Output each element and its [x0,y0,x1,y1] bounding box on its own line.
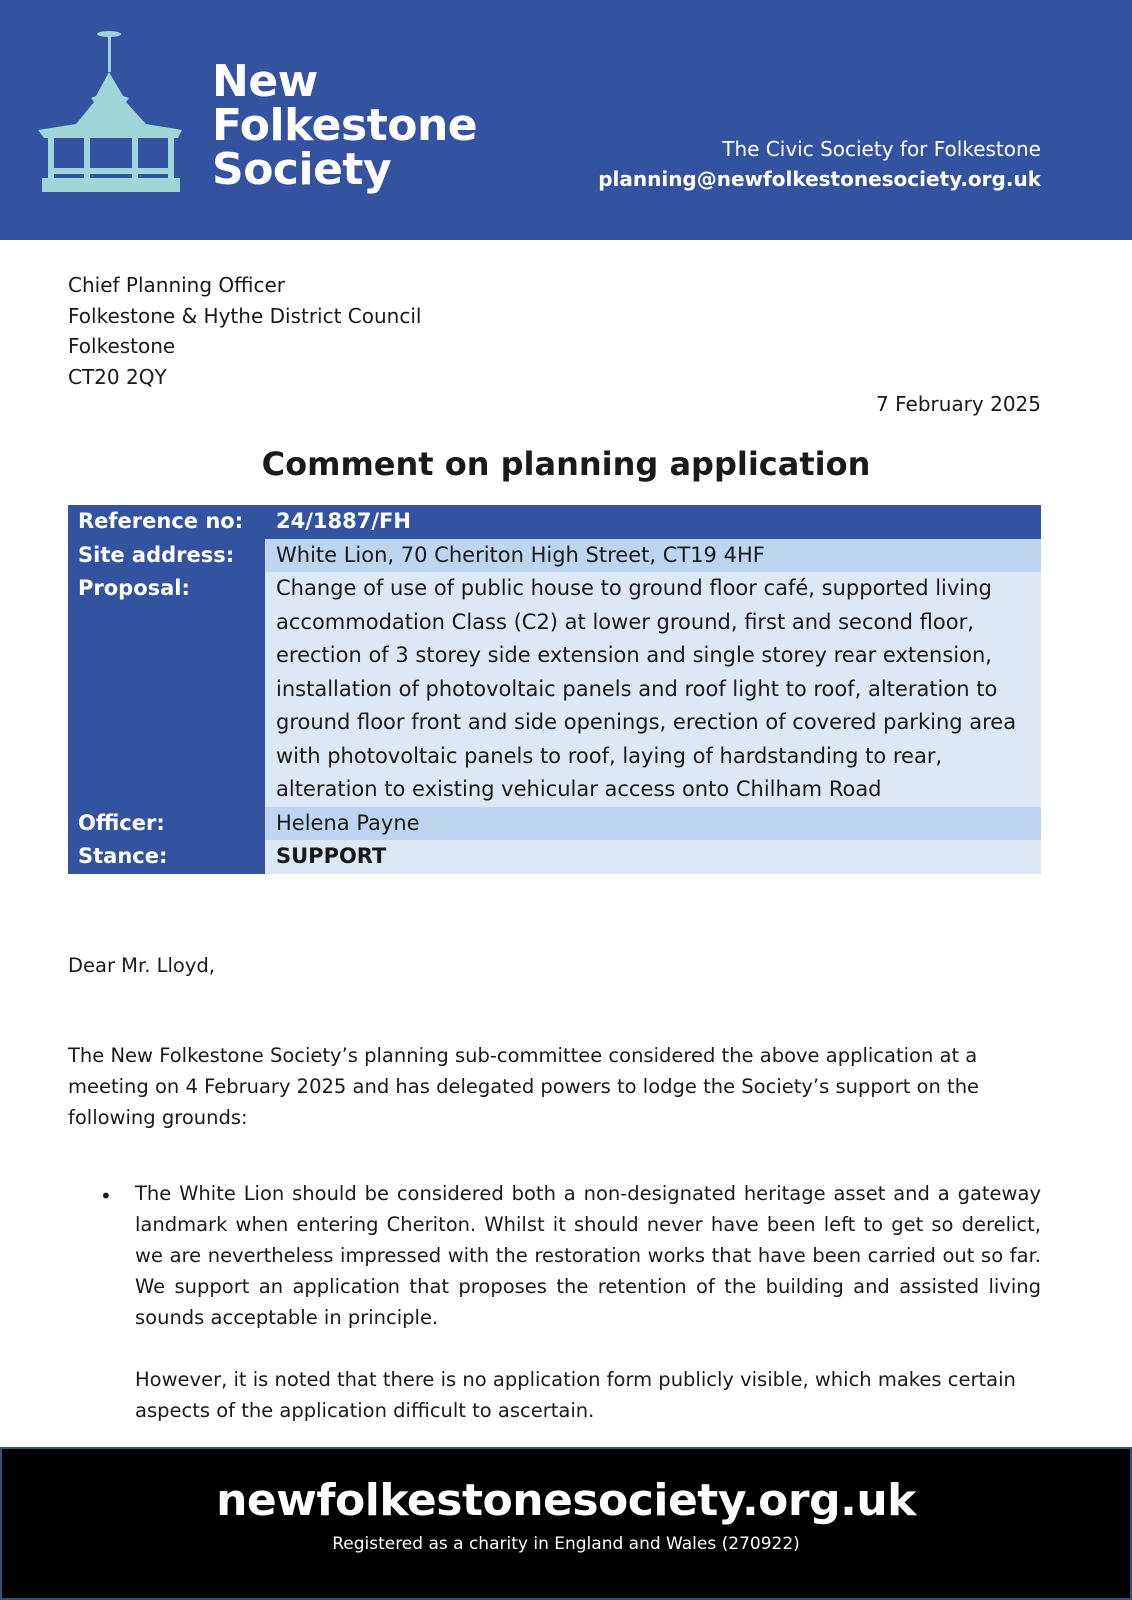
charity-registration: Registered as a charity in England and Wales (270922) [332,1534,800,1554]
proposal-value: Change of use of public house to ground floor café, supported living accommodation Class (C2) at lower ground, first and second floor, erection of 3 storey side extension and single storey rear extension, installation of photovoltaic panels and roof light to roof, alteration to ground floor front and side openings, erection of covered parking area with photovoltaic panels to roof, laying of hardstanding to rear, alteration to existing vehicular access onto Chilham Road [265,572,1041,807]
table-row [68,840,1041,874]
stance-label: Stance: [68,840,265,874]
society-name [212,56,478,195]
intro-paragraph: The New Folkestone Society’s planning sub-committee considered the above application at a meeting on 4 February 2025 and has delegated powers to lodge the Society’s support on the following grounds: [68,1044,980,1129]
table-row [68,807,1041,841]
bandstand-logo-icon [36,26,186,198]
site-label: Site address: [68,539,265,573]
letterhead [0,0,1132,240]
address-line: Folkestone & Hythe District Council [68,303,422,328]
logo-line: Society [212,144,392,195]
page-title: Comment on planning application [261,445,871,483]
bullet-continuation: However, it is noted that there is no application form publicly visible, which makes certain aspects of the application difficult to ascertain. [135,1368,1016,1422]
address-line: CT20 2QY [68,364,167,389]
stance-value: SUPPORT [265,840,1041,874]
table-row [68,572,1041,807]
application-details-table [68,505,1041,874]
bullet-paragraph: The White Lion should be considered both a non-designated heritage asset and a gateway landmark when entering Cheriton. Whilst it should never have been left to get so derelict, we are nevertheless impressed with the restoration works that have been carried out so far. We support an application that proposes the retention of the building and assisted living sounds acceptable in principle. [135,1182,1041,1329]
reference-label: Reference no: [68,505,265,539]
address-line: Chief Planning Officer [68,273,286,297]
reference-value: 24/1887/FH [265,505,1041,539]
tagline: The Civic Society for Folkestone [722,137,1041,161]
salutation: Dear Mr. Lloyd, [68,954,215,977]
website-link[interactable]: newfolkestonesociety.org.uk [216,1475,916,1526]
table-row [68,539,1041,573]
email-link[interactable]: planning@newfolkestonesociety.org.uk [598,167,1041,191]
table-row [68,505,1041,539]
letter-date: 7 February 2025 [876,392,1041,416]
footer [0,1447,1132,1600]
officer-value: Helena Payne [265,807,1041,841]
bullet-icon: • [100,1184,112,1208]
tagline-block [598,134,1041,194]
proposal-label: Proposal: [68,572,265,807]
address-line: Folkestone [68,334,176,358]
officer-label: Officer: [68,807,265,841]
logo-line: New [212,56,318,107]
recipient-address [68,270,421,392]
logo-line: Folkestone [212,100,478,151]
site-value: White Lion, 70 Cheriton High Street, CT19 4HF [265,539,1041,573]
